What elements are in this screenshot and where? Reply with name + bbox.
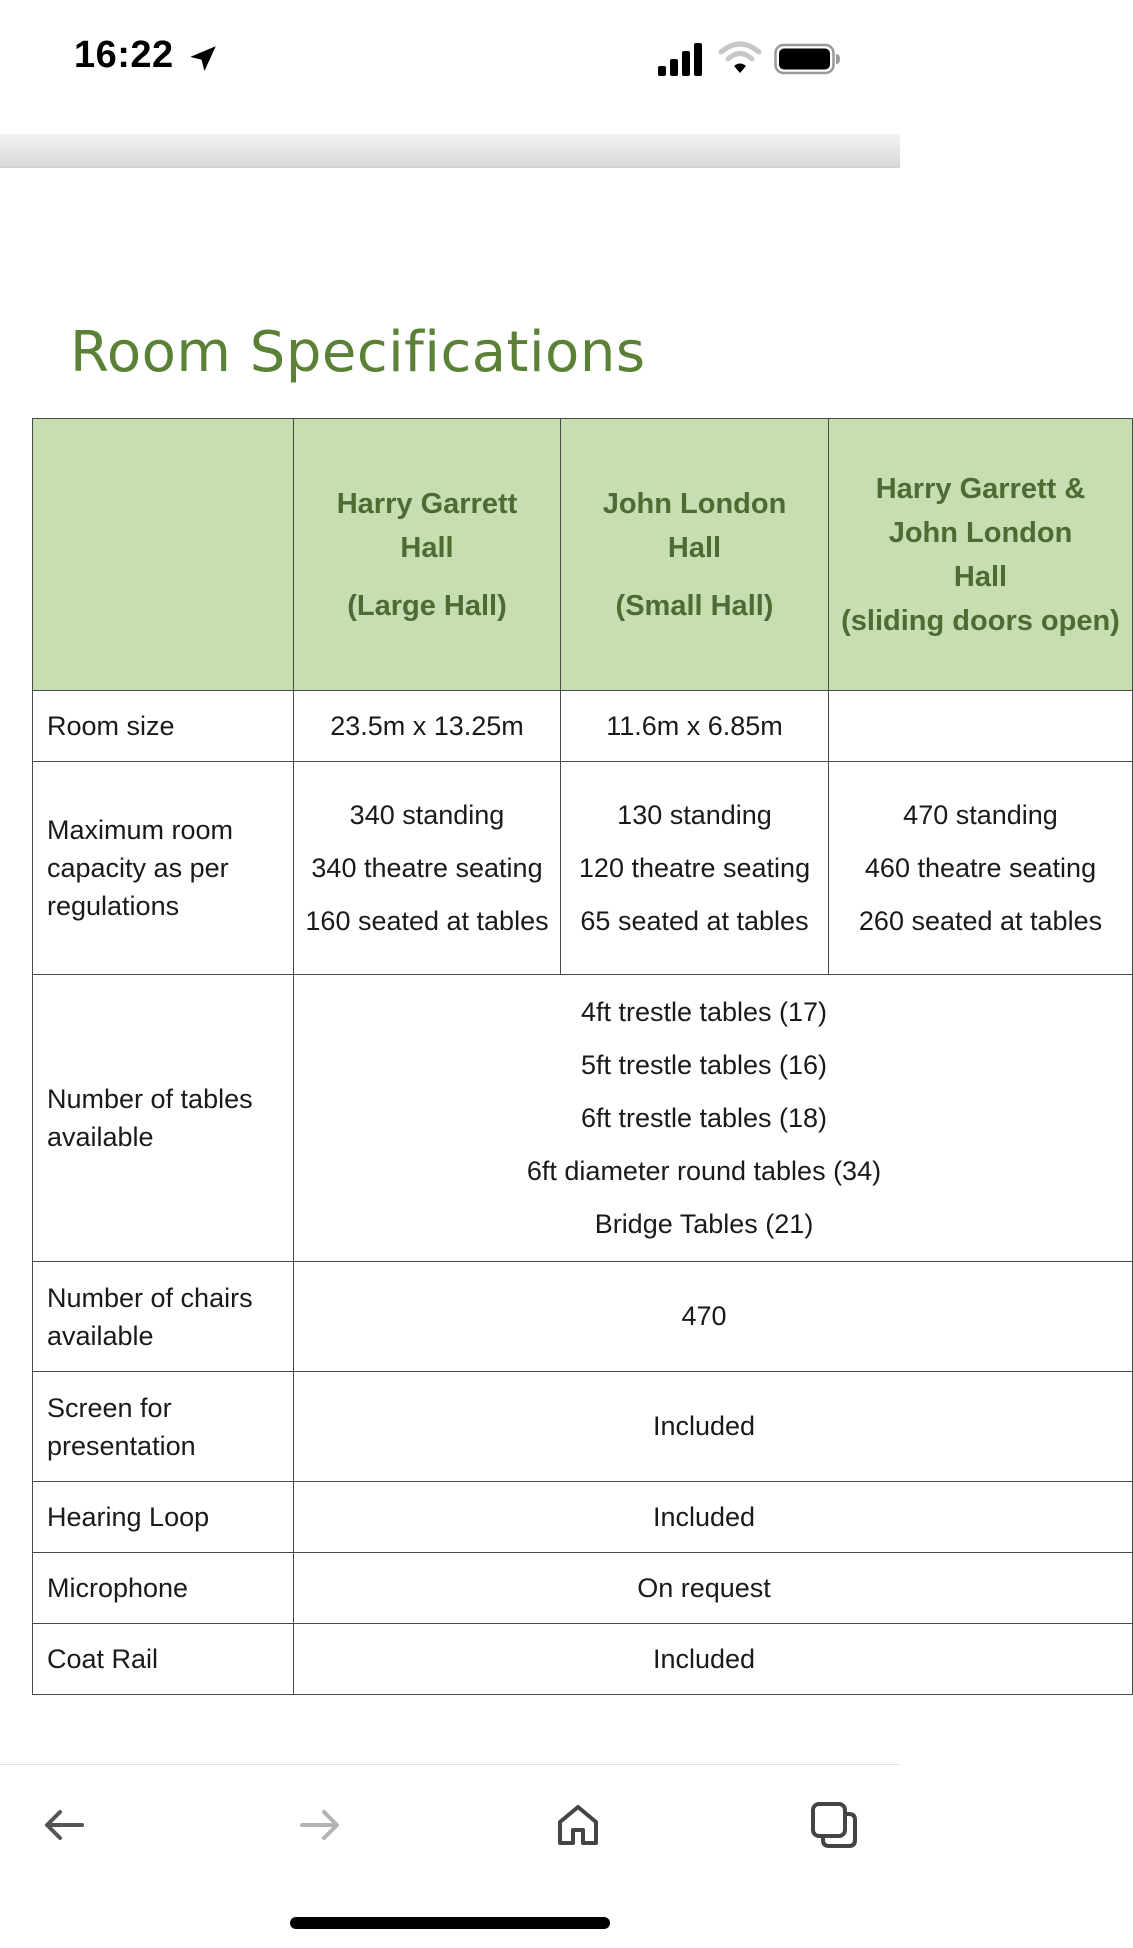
tabs-button[interactable] xyxy=(804,1795,864,1855)
row-label-chairs: Number of chairs available xyxy=(33,1262,294,1372)
header-empty-cell xyxy=(33,419,294,691)
room-size-small: 11.6m x 6.85m xyxy=(561,691,829,762)
tables-item-round: 6ft diameter round tables (34) xyxy=(526,1155,882,1186)
row-label-capacity: Maximum room capacity as per regulations xyxy=(33,762,294,975)
header-large-hall-name-2: Hall xyxy=(400,531,454,564)
header-large-hall-name-1: Harry Garrett xyxy=(336,487,518,520)
room-size-combined xyxy=(829,691,1133,762)
microphone-value: On request xyxy=(637,1572,771,1603)
location-arrow-icon xyxy=(186,42,220,76)
row-label-tables: Number of tables available xyxy=(33,975,294,1262)
microphone-cell xyxy=(294,1553,1133,1624)
table-row-microphone xyxy=(33,1553,1133,1624)
row-label-room-size: Room size xyxy=(33,691,294,762)
table-row-coat-rail xyxy=(33,1624,1133,1695)
capacity-small-standing: 130 standing xyxy=(617,799,772,830)
table-row-screen xyxy=(33,1372,1133,1482)
tables-item-6ft: 6ft trestle tables (18) xyxy=(580,1102,828,1133)
screen-cell xyxy=(294,1372,1133,1482)
header-small-hall xyxy=(561,419,829,691)
row-label-coat-rail: Coat Rail xyxy=(33,1624,294,1695)
home-button[interactable] xyxy=(548,1795,608,1855)
header-combined-hall-name-2: John London xyxy=(888,516,1073,549)
capacity-large-standing: 340 standing xyxy=(349,799,505,830)
room-size-large: 23.5m x 13.25m xyxy=(294,691,561,762)
back-arrow-icon xyxy=(42,1803,86,1847)
row-label-screen: Screen for presentation xyxy=(33,1372,294,1482)
header-small-hall-type: (Small Hall) xyxy=(615,589,774,622)
table-row-tables xyxy=(33,975,1133,1262)
battery-icon xyxy=(774,42,842,76)
table-header-row xyxy=(33,419,1133,691)
coat-rail-cell xyxy=(294,1624,1133,1695)
status-bar xyxy=(0,0,900,120)
chairs-available xyxy=(294,1262,1133,1372)
table-row-room-size xyxy=(33,691,1133,762)
capacity-combined-tables: 260 seated at tables xyxy=(858,905,1103,936)
header-large-hall-type: (Large Hall) xyxy=(347,589,507,622)
browser-top-strip xyxy=(0,134,900,168)
document-page[interactable] xyxy=(0,168,1120,1764)
header-combined-hall-type: (sliding doors open) xyxy=(841,604,1120,637)
capacity-combined-theatre: 460 theatre seating xyxy=(864,852,1097,883)
header-large-hall xyxy=(294,419,561,691)
capacity-small-tables: 65 seated at tables xyxy=(580,905,809,936)
capacity-small-theatre: 120 theatre seating xyxy=(578,852,811,883)
cellular-signal-icon xyxy=(656,42,706,76)
table-row-capacity xyxy=(33,762,1133,975)
hearing-loop-cell xyxy=(294,1482,1133,1553)
tabs-icon xyxy=(809,1800,859,1850)
header-small-hall-name-1: John London xyxy=(602,487,787,520)
status-time: 16:22 xyxy=(74,34,174,76)
capacity-small xyxy=(561,762,829,975)
back-button[interactable] xyxy=(34,1795,94,1855)
bottom-toolbar xyxy=(0,1764,900,1948)
forward-button[interactable] xyxy=(290,1795,350,1855)
tables-item-4ft: 4ft trestle tables (17) xyxy=(580,996,828,1027)
header-combined-hall-name-1: Harry Garrett & xyxy=(875,472,1086,505)
screen-value: Included xyxy=(652,1411,756,1441)
tables-item-bridge: Bridge Tables (21) xyxy=(594,1208,814,1239)
home-indicator xyxy=(290,1917,610,1929)
header-combined-hall-name-3: Hall xyxy=(953,560,1008,593)
coat-rail-value: Included xyxy=(652,1643,756,1674)
home-icon xyxy=(555,1802,601,1848)
wifi-icon xyxy=(718,40,762,76)
header-small-hall-name-2: Hall xyxy=(667,531,722,564)
tables-available xyxy=(294,975,1133,1262)
tables-item-5ft: 5ft trestle tables (16) xyxy=(580,1049,828,1080)
page-title: Room Specifications xyxy=(70,320,646,385)
table-row-chairs xyxy=(33,1262,1133,1372)
hearing-loop-value: Included xyxy=(652,1501,756,1532)
capacity-large xyxy=(294,762,561,975)
row-label-microphone: Microphone xyxy=(33,1553,294,1624)
chairs-value: 470 xyxy=(681,1301,727,1331)
capacity-combined-standing: 470 standing xyxy=(903,799,1058,830)
capacity-large-theatre: 340 theatre seating xyxy=(311,852,543,883)
room-specifications-table xyxy=(32,418,1133,1695)
capacity-large-tables: 160 seated at tables xyxy=(305,905,549,936)
table-row-hearing-loop xyxy=(33,1482,1133,1553)
row-label-hearing-loop: Hearing Loop xyxy=(33,1482,294,1553)
forward-arrow-icon xyxy=(298,1803,342,1847)
capacity-combined xyxy=(829,762,1133,975)
header-combined-hall xyxy=(829,419,1133,691)
